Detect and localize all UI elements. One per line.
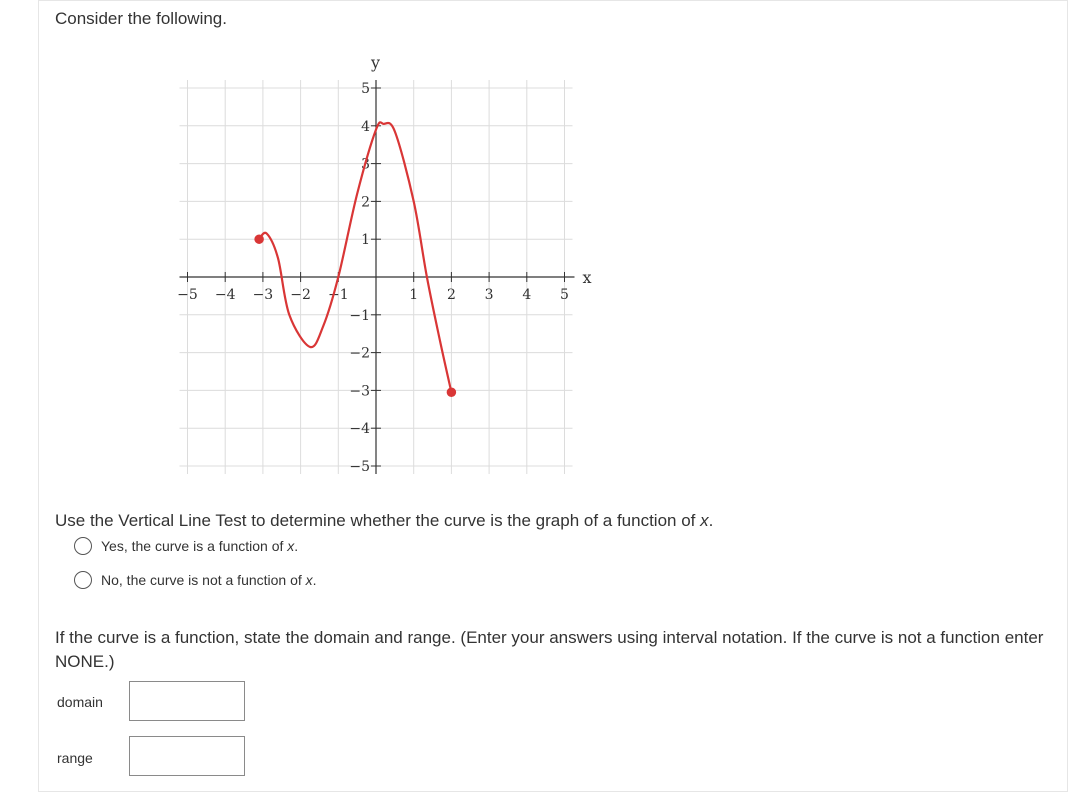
y-tick-label: 3 [361, 156, 370, 173]
y-tick-label: 1 [361, 232, 370, 249]
intro-text: Consider the following. [55, 9, 227, 28]
x-tick-label: 5 [560, 287, 569, 303]
domain-input[interactable] [129, 681, 245, 721]
range-input[interactable] [129, 736, 245, 776]
x-tick-label: 1 [409, 287, 419, 303]
curve-endpoint [447, 388, 455, 396]
radio-yes[interactable] [74, 537, 92, 555]
x-tick-label: 3 [484, 287, 494, 303]
y-axis-label: y [371, 53, 381, 72]
option-no[interactable] [74, 571, 317, 589]
x-axis-label: x [582, 268, 592, 287]
y-tick-label: −2 [349, 345, 370, 362]
x-tick-label: −5 [177, 287, 198, 303]
x-tick-label: −3 [252, 287, 274, 303]
radio-no[interactable] [74, 571, 92, 589]
x-tick-label: 2 [446, 287, 456, 303]
vertical-line-test-question: Use the Vertical Line Test to determine whether the curve is the graph of a function of x. [55, 511, 714, 530]
y-tick-label: −1 [349, 307, 370, 324]
y-tick-label: −3 [349, 383, 370, 400]
option-yes-label: Yes, the curve is a function of x. [101, 538, 299, 554]
domain-label: domain [57, 694, 103, 710]
y-tick-label: 2 [361, 194, 370, 211]
y-tick-label: 4 [361, 118, 370, 135]
y-tick-label: −5 [349, 459, 370, 475]
x-tick-label: −4 [214, 287, 236, 303]
option-no-label: No, the curve is not a function of x. [101, 572, 317, 588]
x-tick-label: −2 [290, 287, 311, 303]
x-tick-label: −1 [327, 287, 349, 303]
option-yes[interactable] [74, 537, 298, 555]
curve-endpoint [255, 235, 263, 243]
function-graph [170, 50, 600, 480]
domain-range-instructions: If the curve is a function, state the domain and range. (Enter your answers using interval notation. If the curve is not a function enter NONE.) [55, 628, 1044, 671]
y-tick-label: 5 [361, 81, 370, 97]
range-label: range [57, 750, 93, 766]
x-tick-label: 4 [522, 287, 532, 303]
y-tick-label: −4 [349, 421, 370, 438]
